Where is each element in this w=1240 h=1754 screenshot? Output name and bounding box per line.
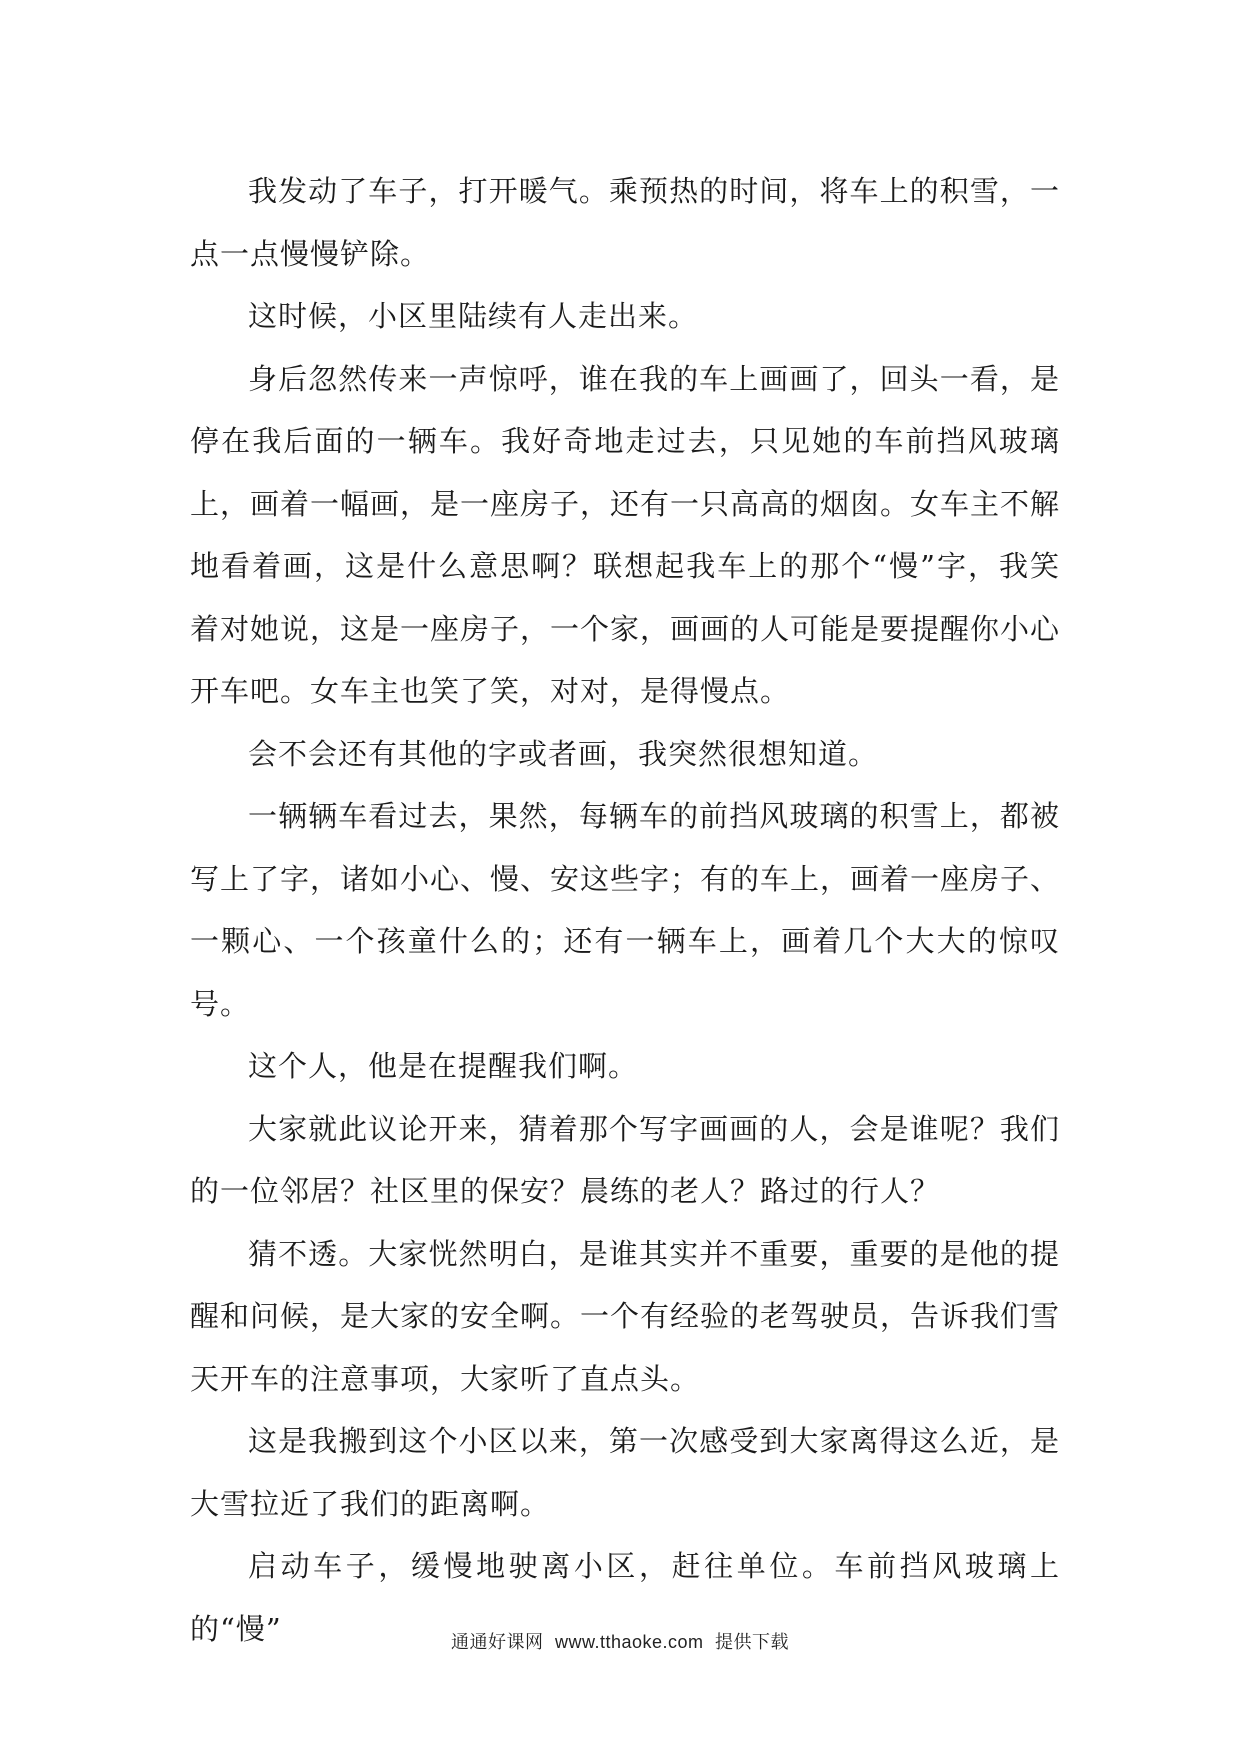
paragraph: 这时候，小区里陆续有人走出来。 bbox=[248, 299, 699, 333]
footer-site-url[interactable]: www.tthaoke.com bbox=[554, 1632, 704, 1652]
paragraph: 这是我搬到这个小区以来，第一次感受到大家离得这么近，是大雪拉近了我们的距离啊。 bbox=[190, 1424, 1060, 1521]
paragraph: 猜不透。大家恍然明白，是谁其实并不重要，重要的是他的提醒和问候，是大家的安全啊。一个有经验的老驾驶员，告诉我们雪天开车的注意事项，大家听了直点头。 bbox=[190, 1236, 1061, 1396]
paragraph: 我发动了车子，打开暖气。乘预热的时间，将车上的积雪，一点一点慢慢铲除。 bbox=[190, 174, 1060, 271]
paragraph: 一辆辆车看过去，果然，每辆车的前挡风玻璃的积雪上，都被写上了字，诸如小心、慢、安这些字；有的车上，画着一座房子、一颗心、一个孩童什么的；还有一辆车上，画着几个大大的惊叹号。 bbox=[190, 799, 1061, 1021]
paragraph: 大家就此议论开来，猜着那个写字画画的人，会是谁呢？我们的一位邻居？社区里的保安？晨练的老人？路过的行人？ bbox=[190, 1111, 1060, 1208]
paragraph: 这个人，他是在提醒我们啊。 bbox=[248, 1049, 639, 1083]
footer-tagline: 提供下载 bbox=[715, 1632, 790, 1652]
page-footer bbox=[0, 1628, 1240, 1654]
paragraph: 会不会还有其他的字或者画，我突然很想知道。 bbox=[248, 736, 879, 771]
article-body bbox=[190, 160, 1060, 1660]
paragraph: 启动车子，缓慢地驶离小区，赶往单位。车前挡风玻璃上的“慢” bbox=[190, 1549, 1060, 1646]
footer-site-name: 通通好课网 bbox=[450, 1632, 544, 1652]
paragraph: 身后忽然传来一声惊呼，谁在我的车上画画了，回头一看，是停在我后面的一辆车。我好奇地走过去，只见她的车前挡风玻璃上，画着一幅画，是一座房子，还有一只高高的烟囱。女车主不解地看着画，这是什么意思啊？联想起我车上的那个“慢”字，我笑着对她说，这是一座房子，一个家，画画的人可能是要提醒你小心开车吧。女车主也笑了笑，对对，是得慢点。 bbox=[190, 361, 1061, 708]
